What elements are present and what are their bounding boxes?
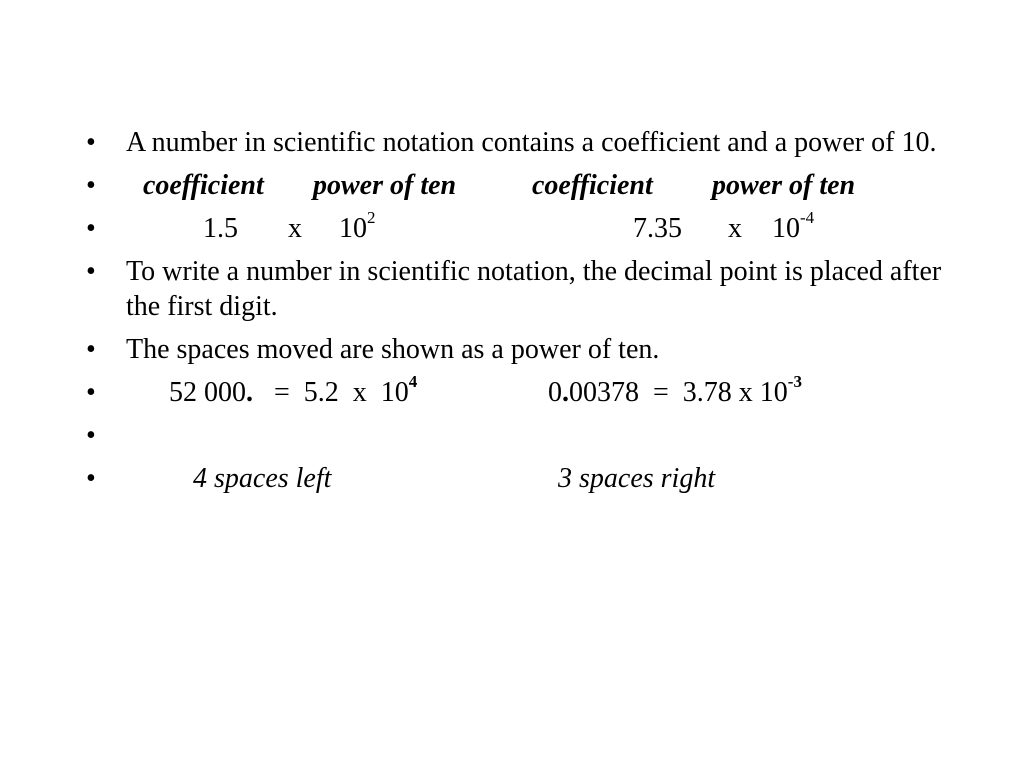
- rule-text: To write a number in scientific notation, the decimal point is placed after the first digit.: [126, 256, 942, 322]
- bullet-marker: •: [86, 127, 96, 158]
- example-2-power: [772, 207, 815, 246]
- bullet-marker: •: [86, 256, 96, 287]
- conversion-left-number: 52 000: [169, 377, 246, 408]
- example-2-exponent: -4: [800, 207, 815, 227]
- bullet-marker: •: [86, 463, 96, 494]
- bullet-item-definition: [86, 125, 946, 160]
- bullet-marker: •: [86, 170, 96, 201]
- conversion-right-exponent: -3: [787, 371, 802, 391]
- example-1-coefficient: 1.5: [203, 213, 238, 244]
- label-coefficient-2: coefficient: [532, 170, 653, 201]
- direction-left: 4 spaces left: [193, 463, 332, 494]
- label-coefficient-1: coefficient: [143, 170, 264, 201]
- example-2-base: 10: [772, 213, 800, 244]
- bullet-marker: •: [86, 420, 96, 451]
- definition-text: A number in scientific notation contains a coefficient and a power of 10.: [126, 127, 937, 158]
- direction-right: 3 spaces right: [558, 463, 716, 494]
- spaces-text: The spaces moved are shown as a power of ten.: [126, 334, 660, 365]
- conversion-right-point: .: [562, 377, 569, 408]
- bullet-item-spaces: [86, 332, 946, 367]
- example-1-base: 10: [339, 213, 367, 244]
- conversion-right-int: 0: [548, 377, 562, 408]
- bullet-list: [86, 125, 946, 504]
- example-1-times: x: [288, 213, 302, 244]
- example-1-power: [339, 207, 376, 246]
- conversion-left: [169, 371, 418, 410]
- example-2-times: x: [728, 213, 742, 244]
- conversion-left-result: = 5.2 x 10: [274, 377, 409, 408]
- label-power-of-ten-2: power of ten: [712, 170, 856, 201]
- example-1-exponent: 2: [367, 207, 376, 227]
- label-power-of-ten-1: power of ten: [313, 170, 457, 201]
- conversion-left-point: .: [246, 377, 253, 408]
- bullet-item-rule: [86, 254, 946, 324]
- bullet-marker: •: [86, 213, 96, 244]
- bullet-item-directions: [86, 461, 946, 496]
- bullet-marker: •: [86, 377, 96, 408]
- conversion-left-exponent: 4: [408, 371, 418, 391]
- bullet-marker: •: [86, 334, 96, 365]
- bullet-item-examples: [86, 207, 946, 246]
- conversion-right: [548, 371, 802, 410]
- bullet-item-empty: [86, 418, 946, 453]
- conversion-right-result: 00378 = 3.78 x 10: [569, 377, 788, 408]
- example-2-coefficient: 7.35: [633, 213, 682, 244]
- bullet-item-labels: [86, 168, 946, 203]
- bullet-item-conversions: [86, 371, 946, 410]
